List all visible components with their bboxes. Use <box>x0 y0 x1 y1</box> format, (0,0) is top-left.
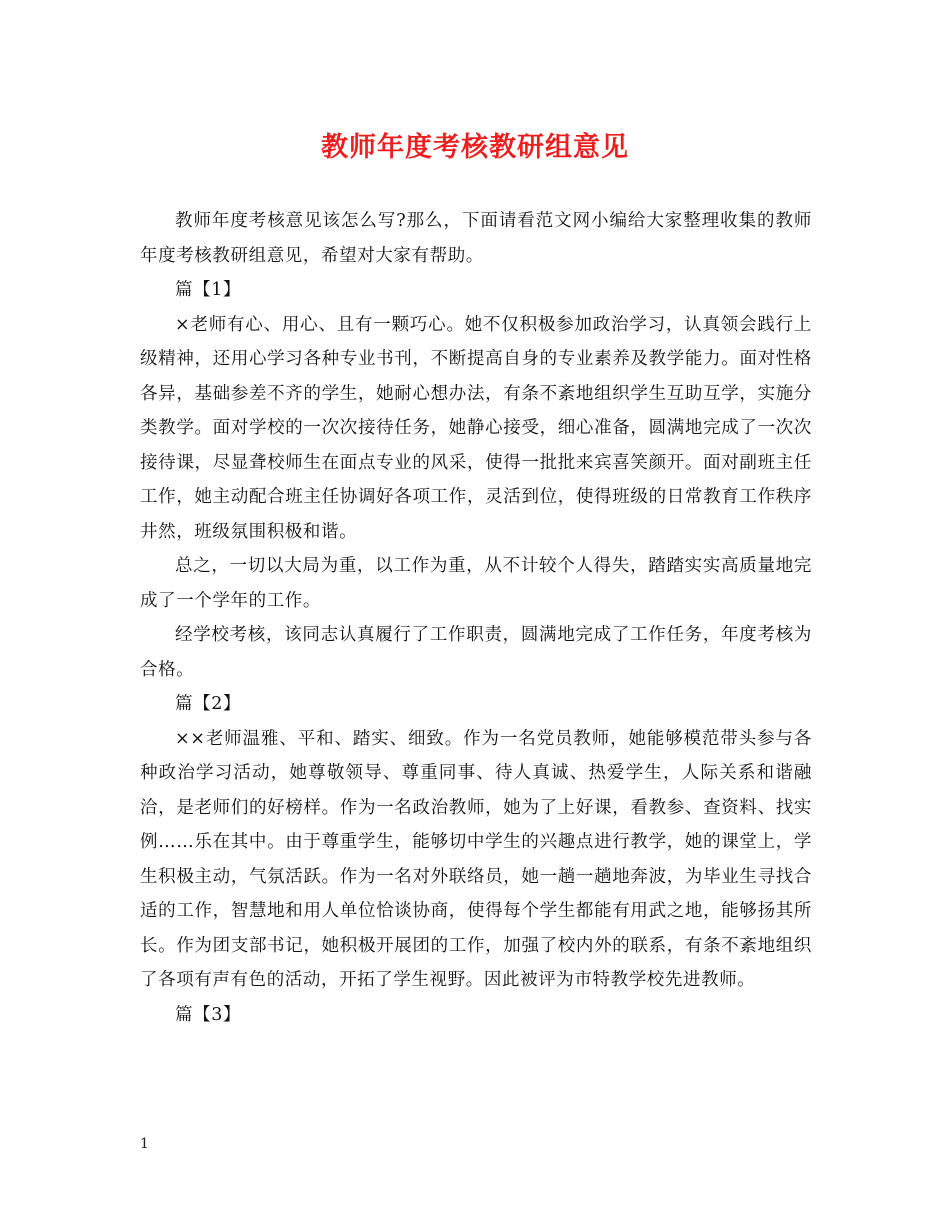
section-heading-1: 篇【1】 <box>175 280 242 300</box>
section-heading-3: 篇【3】 <box>175 1004 242 1025</box>
document-body <box>140 204 812 1032</box>
section-1-paragraph-3: 经学校考核，该同志认真履行了工作职责，圆满地完成了工作任务，年度考核为合格。 <box>140 625 812 680</box>
section-heading-2: 篇【2】 <box>175 694 242 714</box>
page-number: 1 <box>140 1136 149 1152</box>
section-2-paragraph-1: ××老师温雅、平和、踏实、细致。作为一名党员教师，她能够模范带头参与各种政治学习活动，她尊敬领导、尊重同事、待人真诚、热爱学生，人际关系和谐融洽，是老师们的好榜样。作为一名政治教师，她为了上好课，看教参、查资料、找实例……乐在其中。由于尊重学生，能够切中学生的兴趣点进行教学，她的课堂上，学生积极主动，气氛活跃。作为一名对外联络员，她一趟一趟地奔波，为毕业生寻找合适的工作，智慧地和用人单位恰谈协商，使得每个学生都能有用武之地，能够扬其所长。作为团支部书记，她积极开展团的工作，加强了校内外的联系，有条不紊地组织了各项有声有色的活动，开拓了学生视野。因此被评为市特教学校先进教师。 <box>140 728 812 990</box>
intro-paragraph: 教师年度考核意见该怎么写?那么，下面请看范文网小编给大家整理收集的教师年度考核教研组意见，希望对大家有帮助。 <box>140 211 812 266</box>
document-title: 教师年度考核教研组意见 <box>321 132 629 163</box>
section-1-paragraph-2: 总之，一切以大局为重，以工作为重，从不计较个人得失，踏踏实实高质量地完成了一个学年的工作。 <box>140 556 812 611</box>
section-1-paragraph-1: ×老师有心、用心、且有一颗巧心。她不仅积极参加政治学习，认真领会践行上级精神，还用心学习各种专业书刊，不断提高自身的专业素养及教学能力。面对性格各异，基础参差不齐的学生，她耐心想办法，有条不紊地组织学生互助互学，实施分类教学。面对学校的一次次接待任务，她静心接受，细心准备，圆满地完成了一次次接待课，尽显聋校师生在面点专业的风采，使得一批批来宾喜笑颜开。面对副班主任工作，她主动配合班主任协调好各项工作，灵活到位，使得班级的日常教育工作秩序井然，班级氛围积极和谐。 <box>140 314 812 542</box>
